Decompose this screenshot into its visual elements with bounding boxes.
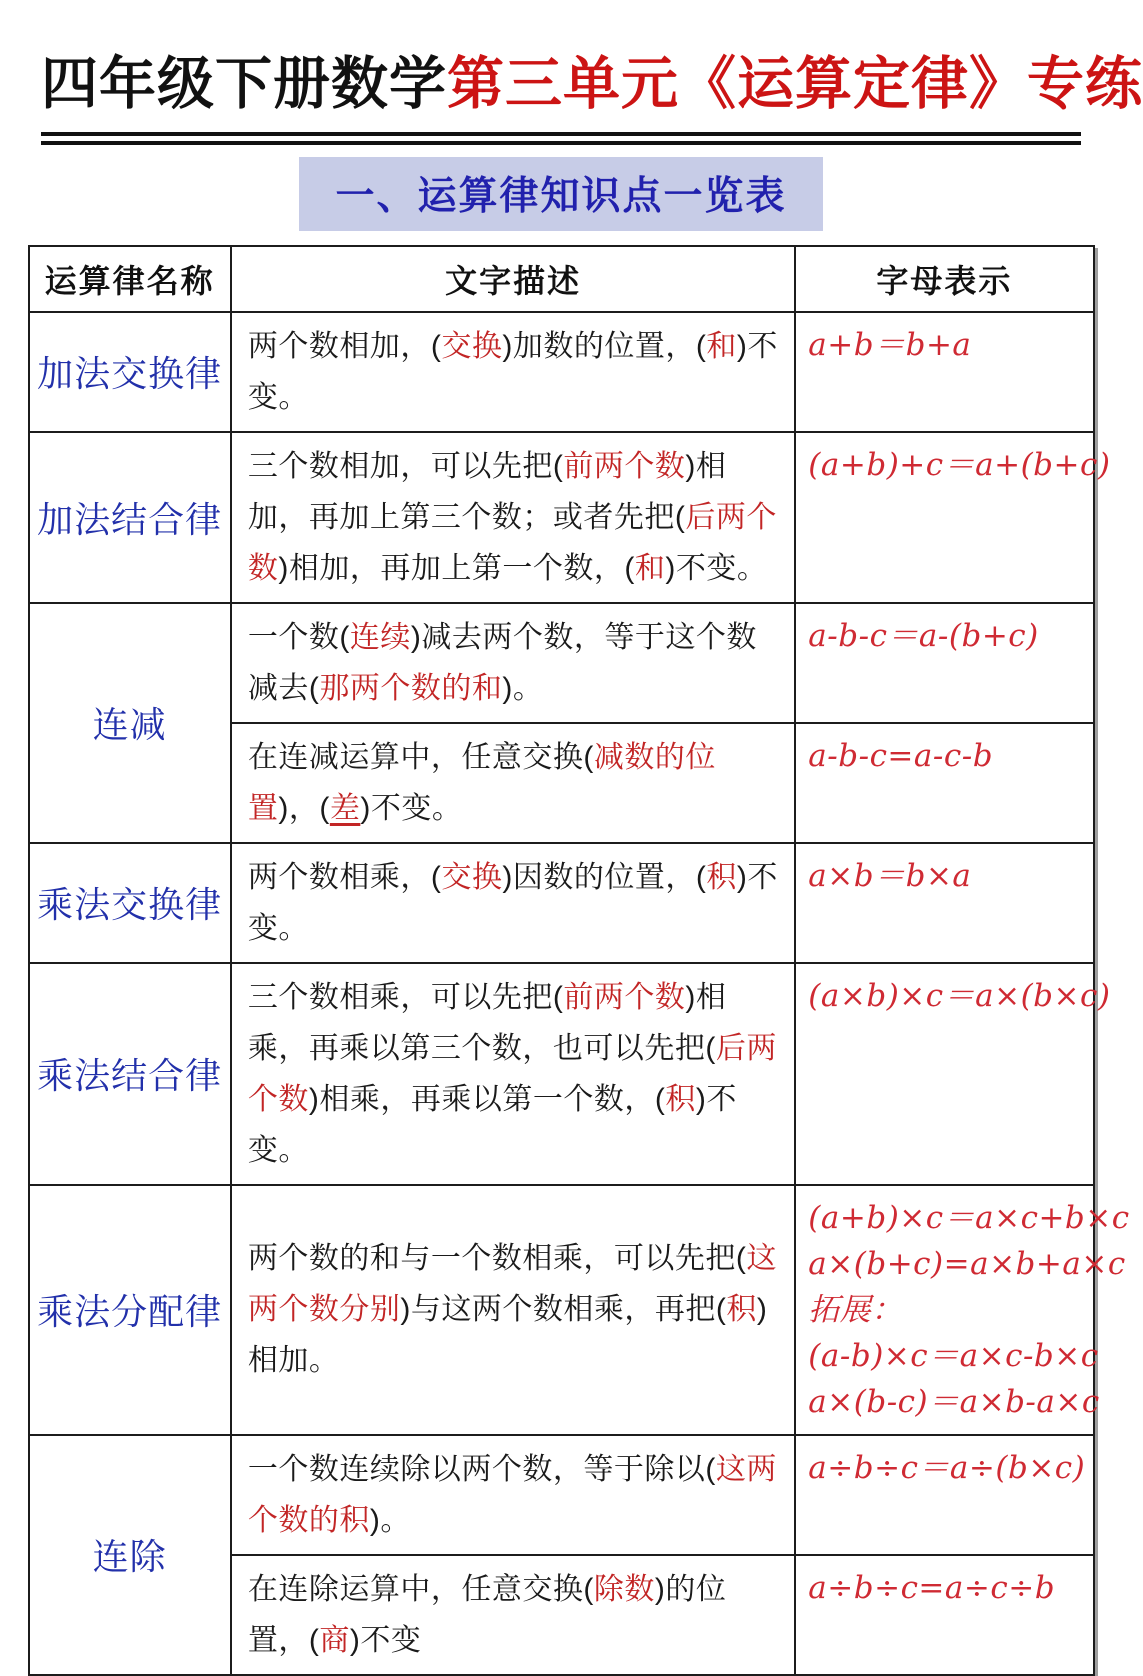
description-key-term: 这两个数分别 (247, 1242, 777, 1327)
description-text: )相加，再加上第三个数；或者先把( (247, 449, 727, 534)
subtitle-row (0, 157, 1122, 231)
description-key-term: 交换 (441, 329, 503, 363)
formula-line: (a×b)×c＝a×(b×c) (808, 977, 1111, 1014)
table-header-row (29, 246, 1094, 312)
description-text: 三个数相加，可以先把( (247, 449, 564, 483)
description-text: 三个数相乘，可以先把( (247, 980, 564, 1014)
law-name: 连除 (29, 1435, 231, 1675)
law-formula (795, 1185, 1130, 1435)
description-key-term: 交换 (441, 860, 503, 894)
law-description (231, 1435, 795, 1555)
description-key-term: 连续 (349, 620, 411, 654)
description-text: )因数的位置，( (502, 860, 707, 894)
description-text: )相加。 (247, 1293, 768, 1378)
law-name: 乘法分配律 (29, 1185, 231, 1435)
law-description (231, 723, 795, 843)
description-key-term: 和 (634, 551, 666, 585)
description-text: )的位置，( (247, 1572, 727, 1657)
description-text: 在连减运算中，任意交换( (247, 740, 594, 774)
law-description (231, 963, 795, 1185)
description-key-term: 和 (706, 329, 737, 363)
page-title (41, 52, 1143, 118)
description-text: 一个数连续除以两个数，等于除以( (247, 1452, 716, 1486)
description-text: )加数的位置，( (502, 329, 707, 363)
law-description (231, 1555, 795, 1675)
law-description (231, 312, 795, 432)
law-name: 乘法交换律 (29, 843, 231, 963)
description-text: )不变 (349, 1623, 422, 1657)
description-text: )不变。 (247, 1082, 737, 1167)
description-text: )，( (278, 791, 330, 825)
formula-line: a÷b÷c＝a÷(b×c) (808, 1449, 1086, 1486)
description-key-term: 积 (665, 1082, 696, 1116)
law-formula (795, 843, 1093, 963)
formula-line: (a+b)×c＝a×c+b×c (808, 1199, 1130, 1236)
description-key-term: 前两个数 (563, 980, 686, 1014)
law-formula (795, 312, 1093, 432)
description-key-term: 前两个数 (563, 449, 686, 483)
table-row (29, 312, 1094, 432)
description-text: 两个数的和与一个数相乘，可以先把( (247, 1242, 747, 1276)
law-formula (795, 1555, 1093, 1675)
section-subtitle: 一、运算律知识点一览表 (299, 157, 822, 231)
formula-line: 拓展： (808, 1291, 903, 1328)
table-header (29, 246, 1094, 312)
description-text: )不变。 (247, 860, 778, 945)
description-text: 两个数相乘，( (247, 860, 442, 894)
description-text: 在连除运算中，任意交换( (247, 1572, 594, 1606)
law-name: 连减 (29, 603, 231, 843)
table-row (29, 432, 1094, 603)
description-text: )。 (369, 1503, 411, 1537)
description-key-term: 积 (726, 1293, 757, 1327)
description-key-term: 这两个数的积 (247, 1452, 777, 1537)
law-description (231, 1185, 795, 1435)
formula-line: a×(b+c)=a×b+a×c (808, 1245, 1126, 1282)
description-key-term: 除数 (593, 1572, 655, 1606)
description-key-term: 后两个数 (247, 1031, 777, 1116)
formula-line: (a-b)×c＝a×c-b×c (808, 1337, 1099, 1374)
law-name: 加法结合律 (29, 432, 231, 603)
table-row (29, 1185, 1094, 1435)
law-description (231, 432, 795, 603)
table-row (29, 843, 1094, 963)
description-text: )不变。 (360, 791, 463, 825)
description-key-term: 差 (329, 791, 361, 825)
header-law-name: 运算律名称 (29, 246, 231, 312)
law-formula (795, 723, 1093, 843)
formula-line: a+b＝b+a (808, 326, 972, 363)
law-formula (795, 963, 1111, 1185)
description-key-term: 那两个数的和 (319, 671, 503, 705)
formula-line: a-b-c＝a-(b+c) (808, 617, 1039, 654)
formula-line: a×b＝b×a (808, 857, 972, 894)
description-text: )相乘，再乘以第三个数，也可以先把( (247, 980, 727, 1065)
description-text: )相加，再加上第一个数，( (278, 551, 635, 585)
description-text: )减去两个数，等于这个数减去( (247, 620, 757, 705)
page-title-red-part: 第三单元《运算定律》专练 (447, 52, 1143, 116)
law-description (231, 603, 795, 723)
table-row (29, 1435, 1094, 1555)
title-block (41, 52, 1143, 145)
formula-line: a×(b-c)＝a×b-a×c (808, 1383, 1100, 1420)
formula-line: a-b-c=a-c-b (808, 737, 994, 774)
formula-line: (a+b)+c＝a+(b+c) (808, 446, 1111, 483)
description-key-term: 减数的位置 (247, 740, 716, 825)
description-text: 一个数( (247, 620, 350, 654)
law-table-body (29, 312, 1130, 1675)
law-name: 乘法结合律 (29, 963, 231, 1185)
law-description (231, 843, 795, 963)
law-formula (795, 1435, 1093, 1555)
description-key-term: 商 (319, 1623, 350, 1657)
law-formula (795, 432, 1111, 603)
description-text: )与这两个数相乘，再把( (400, 1293, 727, 1327)
table-row (29, 603, 1094, 723)
description-text: )不变。 (247, 329, 778, 414)
formula-line: a÷b÷c=a÷c÷b (808, 1569, 1056, 1606)
description-text: )相乘，再乘以第一个数，( (308, 1082, 666, 1116)
description-key-term: 积 (706, 860, 737, 894)
header-formula: 字母表示 (795, 246, 1093, 312)
description-key-term: 后两个数 (247, 500, 777, 585)
page-title-black-part: 四年级下册数学 (41, 52, 447, 116)
header-description: 文字描述 (231, 246, 795, 312)
description-text: 两个数相加，( (247, 329, 442, 363)
table-row (29, 963, 1094, 1185)
law-name: 加法交换律 (29, 312, 231, 432)
law-formula (795, 603, 1093, 723)
description-text: )。 (502, 671, 544, 705)
description-text: )不变。 (665, 551, 768, 585)
operation-laws-table (28, 245, 1130, 1676)
